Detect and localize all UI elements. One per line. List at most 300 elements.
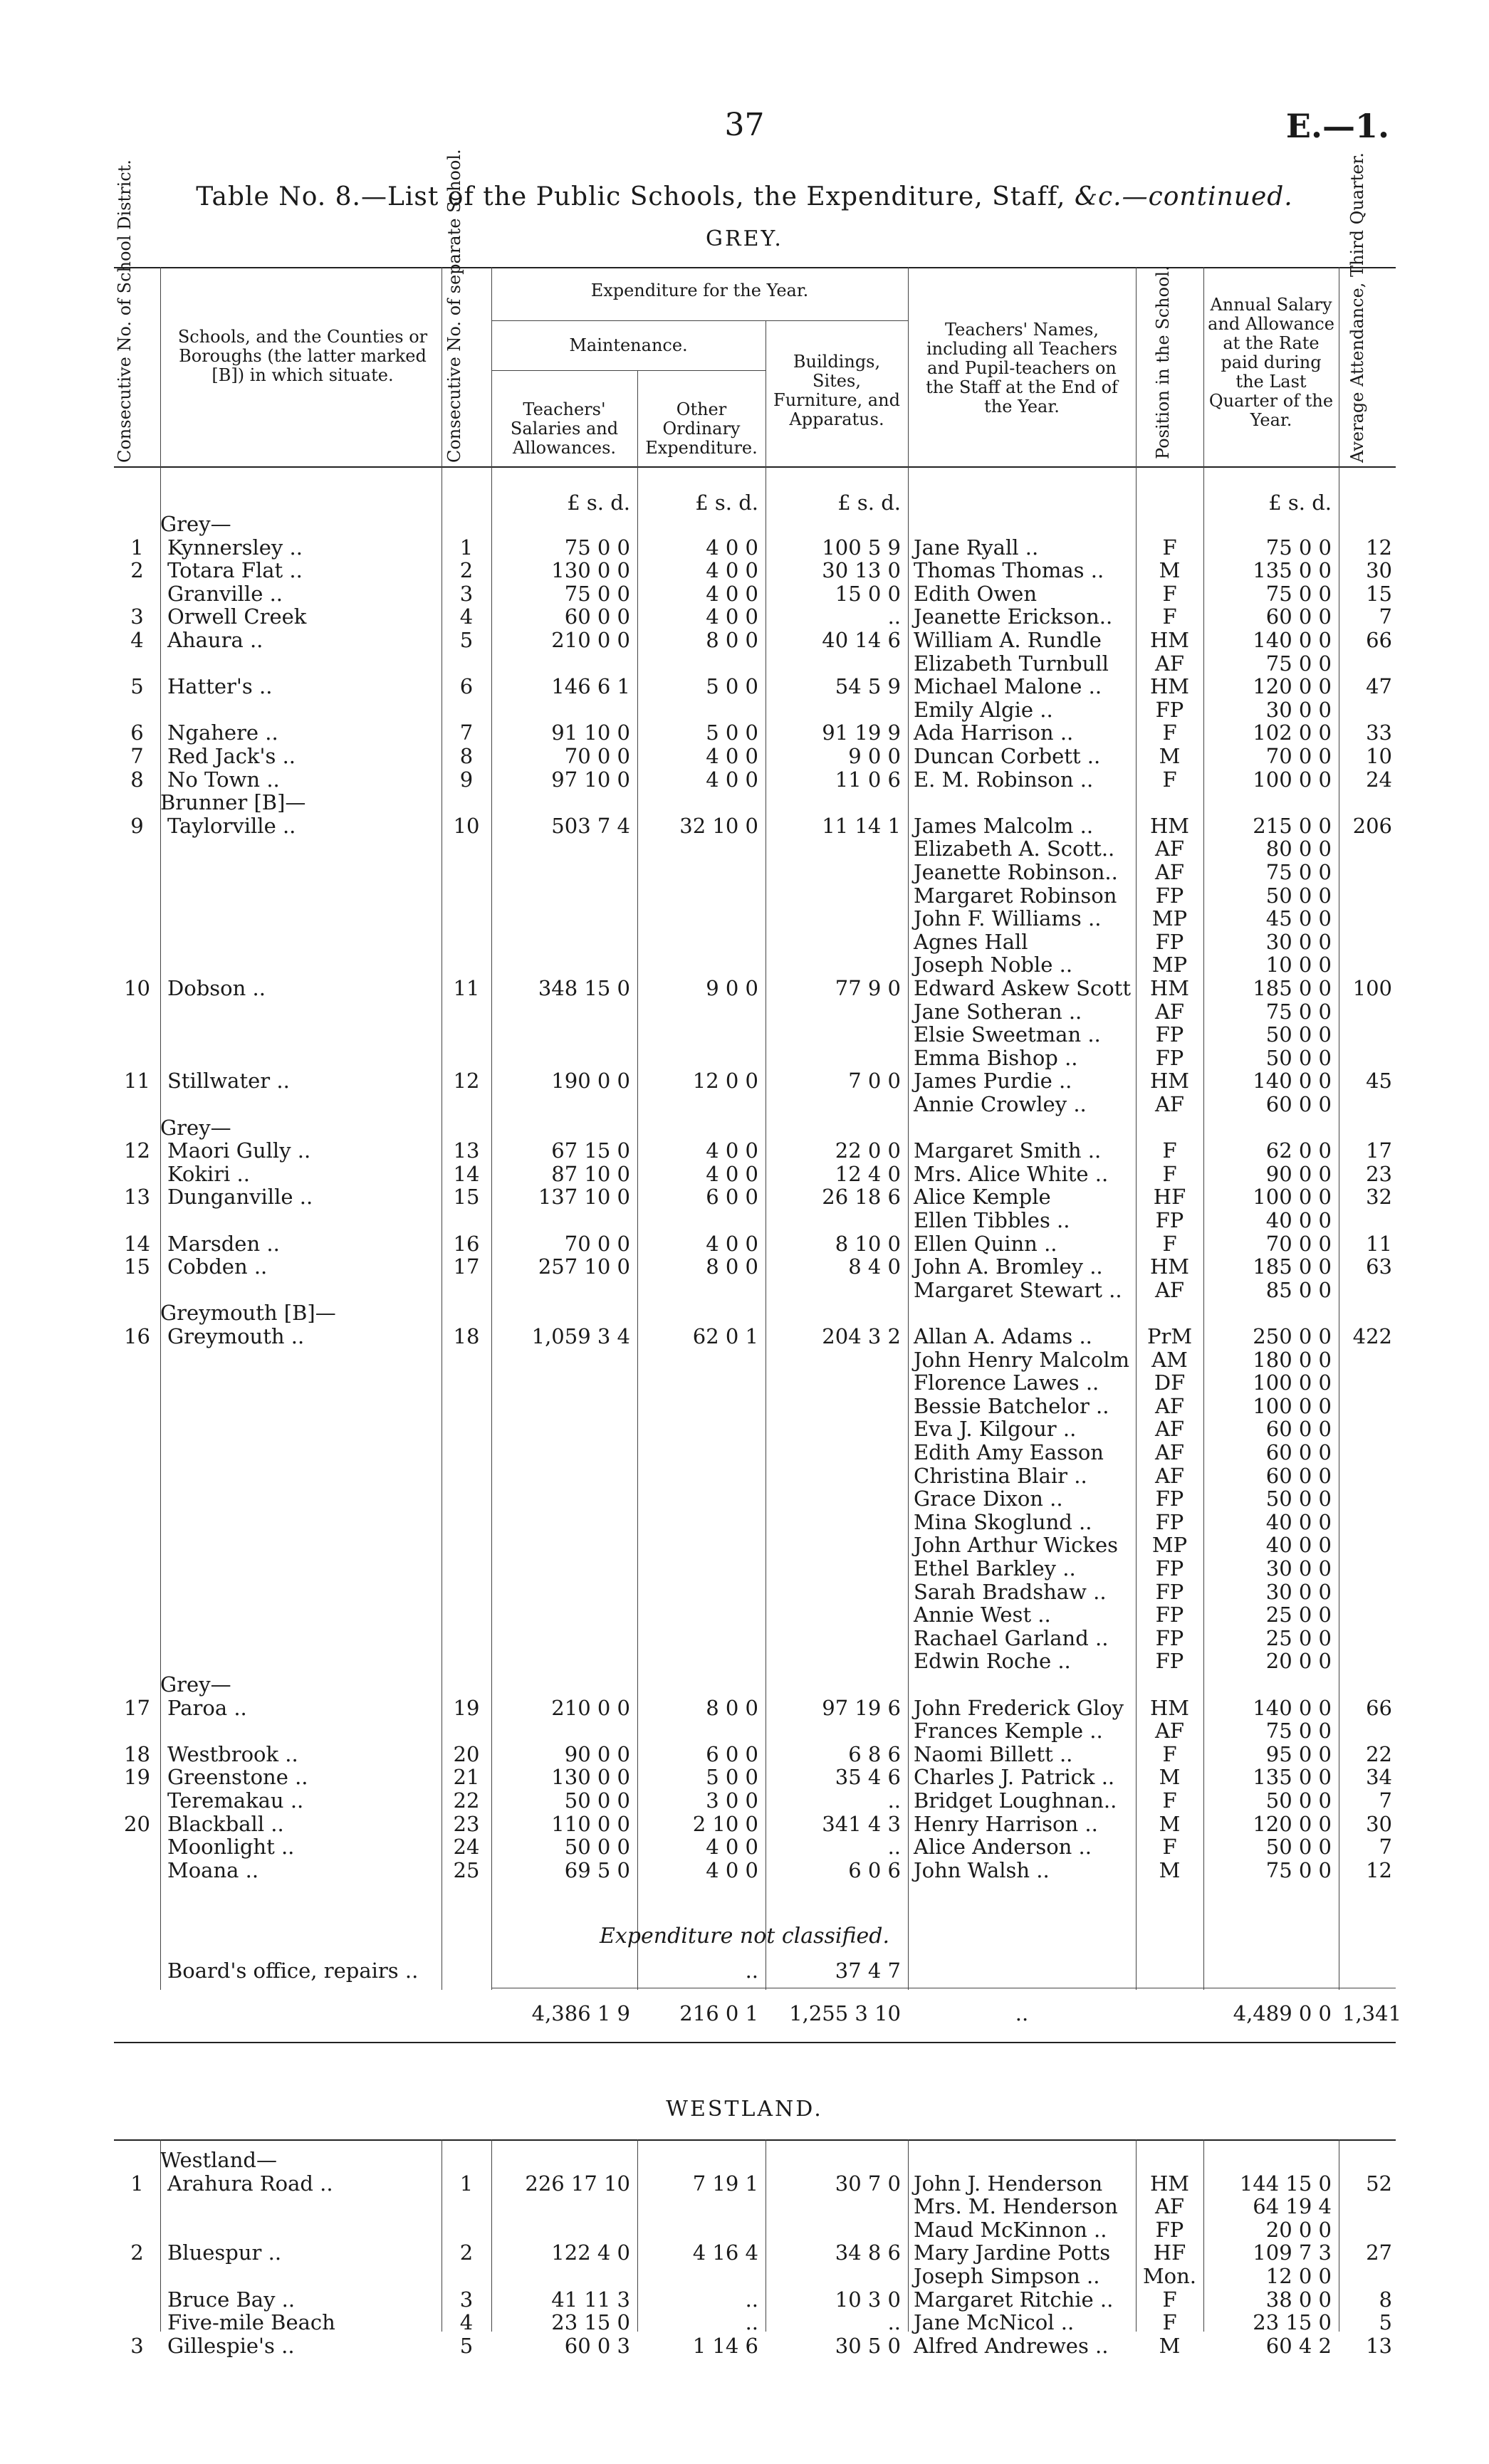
cell-separate-no: 17 [453,1254,480,1279]
cell-teacher-name: Sarah Bradshaw .. [914,1579,1107,1604]
cell-annual-salary: 60 0 0 [1265,1463,1332,1488]
table-row [0,1023,1489,1047]
cell-other-exp: 6 0 0 [706,1741,758,1766]
cell-teacher-name: Joseph Noble .. [914,953,1073,977]
table-row [0,1743,1489,1766]
cell-teacher-name: E. M. Robinson .. [914,767,1094,792]
cell-attendance: 13 [1366,2333,1392,2358]
table-row [0,1650,1489,1673]
cell-attendance: 7 [1379,1788,1392,1813]
table-row [0,1185,1489,1209]
table-row [0,605,1489,629]
cell-school-name: Bluespur .. [167,2240,282,2265]
table-row [0,1789,1489,1813]
cell-position: F [1162,720,1177,745]
cell-other-exp: 8 0 0 [706,628,758,652]
table-row [0,1627,1489,1650]
cell-position: FP [1155,1649,1184,1674]
cell-teacher-name: Jane Ryall .. [914,535,1039,560]
cell-position: FP [1155,2217,1184,2242]
cell-salaries: 1,059 3 4 [531,1324,630,1348]
cell-separate-no: 24 [453,1835,480,1860]
cell-salaries: 348 15 0 [538,976,630,1000]
cell-school-name: Moonlight .. [167,1835,295,1860]
cell-salaries: 69 5 0 [564,1857,630,1882]
cell-teacher-name: Alice Kemple [914,1185,1051,1210]
header-salary: Annual Salary and Allowance at the Rate paid during the Last Quarter of the Year. [1208,295,1334,430]
cell-other-exp: 62 0 1 [692,1324,758,1348]
cell-position: F [1162,604,1177,629]
cell-other-exp: 4 16 4 [692,2240,758,2265]
cell-position: MP [1151,1533,1188,1558]
cell-annual-salary: 50 0 0 [1265,1022,1332,1047]
cell-teacher-name: John J. Henderson [914,2171,1103,2196]
cell-annual-salary: 30 0 0 [1265,929,1332,954]
cell-teacher-name: John A. Bromley .. [914,1254,1103,1279]
cell-attendance: 15 [1366,581,1392,606]
cell-school-name: No Town .. [167,767,280,792]
cell-other-exp: .. [745,2310,758,2335]
cell-attendance: 52 [1366,2171,1392,2196]
cell-teacher-name: James Purdie .. [914,1069,1072,1094]
cell-attendance: 23 [1366,1161,1392,1186]
cell-annual-salary: 140 0 0 [1253,628,1332,652]
cell-teacher-name: Ellen Tibbles .. [914,1208,1070,1232]
table-row [0,2195,1489,2218]
cell-position: AF [1154,837,1185,861]
cell-annual-salary: 70 0 0 [1265,1231,1332,1256]
cell-teacher-name: Agnes Hall [914,929,1028,954]
cell-buildings: 30 5 0 [835,2333,901,2358]
cell-position: F [1162,1835,1177,1860]
table-row [0,629,1489,652]
table-row [0,1511,1489,1534]
table-row [0,1813,1489,1836]
cell-position: HM [1150,1069,1189,1094]
cell-other-exp: 2 10 0 [692,1811,758,1836]
cell-attendance: 30 [1366,1811,1392,1836]
cell-annual-salary: 144 15 0 [1239,2171,1332,2196]
cell-teacher-name: Edwin Roche .. [914,1649,1071,1674]
cell-district-no: 9 [130,813,144,838]
units-salary: £ s. d. [1268,491,1332,515]
cell-separate-no: 16 [453,1231,480,1256]
cell-teacher-name: Jeanette Erickson.. [914,604,1113,629]
cell-other-exp: 5 0 0 [706,1765,758,1790]
cell-teacher-name: Alfred Andrewes .. [914,2333,1109,2358]
cell-other-exp: 5 0 0 [706,720,758,745]
cell-position: FP [1155,1208,1184,1232]
cell-school-name: Greymouth [B]— [160,1301,336,1326]
cell-district-no: 14 [124,1231,150,1256]
cell-annual-salary: 250 0 0 [1253,1324,1332,1348]
table-row [0,1859,1489,1882]
cell-salaries: 50 0 0 [564,1835,630,1860]
table-row [0,977,1489,1000]
table-row [0,582,1489,606]
cell-position: AF [1154,1417,1185,1442]
cell-annual-salary: 185 0 0 [1253,1254,1332,1279]
cell-position: M [1159,1857,1181,1882]
cell-school-name: Teremakau .. [167,1788,304,1813]
table-row [0,2149,1489,2172]
cell-separate-no: 1 [459,2171,474,2196]
cell-teacher-name: Margaret Ritchie .. [914,2287,1114,2312]
cell-annual-salary: 85 0 0 [1265,1277,1332,1302]
table-title [0,182,1489,211]
cell-attendance: 27 [1366,2240,1392,2265]
cell-position: HM [1150,1695,1189,1720]
table-row [0,2218,1489,2242]
table-row [0,1719,1489,1743]
table-row [0,1371,1489,1395]
cell-school-name: Cobden .. [167,1254,268,1279]
cell-other-exp: 4 0 0 [706,535,758,560]
cell-teacher-name: Edith Amy Easson [914,1440,1104,1464]
cell-separate-no: 3 [459,2287,474,2312]
cell-attendance: 34 [1366,1765,1392,1790]
cell-attendance: 32 [1366,1185,1392,1210]
cell-annual-salary: 135 0 0 [1253,1765,1332,1790]
cell-annual-salary: 40 0 0 [1265,1208,1332,1232]
cell-annual-salary: 40 0 0 [1265,1533,1332,1558]
cell-teacher-name: John Arthur Wickes [914,1533,1118,1558]
boards-office-buildings: 37 4 7 [835,1959,901,1983]
page-number: 37 [724,107,765,143]
total-salaries: 4,386 1 9 [531,2001,630,2025]
cell-annual-salary: 100 0 0 [1253,1370,1332,1395]
cell-district-no: 17 [124,1695,150,1720]
cell-annual-salary: 120 0 0 [1253,674,1332,699]
cell-school-name: Five-mile Beach [167,2310,335,2335]
total-dots: .. [1015,2001,1029,2025]
cell-teacher-name: Frances Kemple .. [914,1719,1103,1744]
total-salary: 4,489 0 0 [1233,2001,1332,2025]
cell-annual-salary: 30 0 0 [1265,697,1332,722]
cell-separate-no: 9 [459,767,474,792]
cell-salaries: 110 0 0 [551,1811,630,1836]
cell-separate-no: 25 [453,1857,480,1882]
cell-annual-salary: 215 0 0 [1253,813,1332,838]
header-buildings: Buildings, Sites, Furniture, and Apparatus. [773,352,900,429]
cell-annual-salary: 20 0 0 [1265,1649,1332,1674]
cell-salaries: 23 15 0 [551,2310,630,2335]
cell-buildings: .. [887,1788,901,1813]
cell-district-no: 16 [124,1324,150,1348]
table-row [0,1209,1489,1232]
cell-other-exp: 4 0 0 [706,1138,758,1163]
cell-attendance: 422 [1352,1324,1392,1348]
cell-other-exp: 32 10 0 [679,813,758,838]
table-row [0,1835,1489,1859]
cell-annual-salary: 70 0 0 [1265,744,1332,768]
cell-separate-no: 2 [459,2240,474,2265]
cell-district-no: 1 [130,2171,144,2196]
cell-other-exp: 7 19 1 [692,2171,758,2196]
cell-other-exp: 4 0 0 [706,581,758,606]
table-row [0,1000,1489,1024]
cell-teacher-name: Naomi Billett .. [914,1741,1073,1766]
cell-buildings: 15 0 0 [835,581,901,606]
cell-separate-no: 2 [459,558,474,583]
table-row [0,1255,1489,1279]
cell-school-name: Maori Gully .. [167,1138,311,1163]
cell-other-exp: 1 14 6 [692,2333,758,2358]
cell-school-name: Kokiri .. [167,1161,250,1186]
cell-annual-salary: 100 0 0 [1253,767,1332,792]
cell-salaries: 70 0 0 [564,744,630,768]
cell-other-exp: 8 0 0 [706,1695,758,1720]
cell-position: FP [1155,697,1184,722]
cell-buildings: .. [887,2310,901,2335]
table-row [0,745,1489,768]
cell-separate-no: 14 [453,1161,480,1186]
cell-school-name: Red Jack's .. [167,744,296,768]
cell-position: F [1162,1231,1177,1256]
cell-position: Mon. [1142,2264,1197,2288]
cell-separate-no: 10 [453,813,480,838]
cell-position: M [1159,1765,1181,1790]
cell-district-no: 10 [124,976,150,1000]
cell-district-no: 15 [124,1254,150,1279]
cell-position: F [1162,2310,1177,2335]
cell-teacher-name: Ethel Barkley .. [914,1556,1076,1580]
cell-teacher-name: Elizabeth Turnbull [914,651,1109,676]
cell-position: M [1159,1811,1181,1836]
cell-buildings: 91 19 9 [822,720,901,745]
cell-other-exp: 5 0 0 [706,674,758,699]
boards-office-dots: .. [745,1959,758,1983]
table-row [0,2241,1489,2265]
table-row [0,698,1489,722]
cell-other-exp: 4 0 0 [706,1857,758,1882]
cell-position: HM [1150,628,1189,652]
section-westland-heading: WESTLAND. [666,2097,823,2122]
cell-school-name: Arahura Road .. [167,2171,333,2196]
cell-annual-salary: 80 0 0 [1265,837,1332,861]
cell-teacher-name: Mrs. M. Henderson [914,2194,1118,2219]
cell-annual-salary: 75 0 0 [1265,535,1332,560]
cell-school-name: Greymouth .. [167,1324,305,1348]
cell-position: FP [1155,1579,1184,1604]
cell-salaries: 50 0 0 [564,1788,630,1813]
cell-separate-no: 12 [453,1069,480,1094]
cell-attendance: 66 [1366,1695,1392,1720]
cell-school-name: Dobson .. [167,976,266,1000]
header-maintenance: Maintenance. [569,335,688,355]
table-row [0,559,1489,582]
cell-buildings: 204 3 2 [822,1324,901,1348]
cell-buildings: 10 3 0 [835,2287,901,2312]
cell-other-exp: 4 0 0 [706,558,758,583]
cell-position: F [1162,1741,1177,1766]
cell-annual-salary: 75 0 0 [1265,1719,1332,1744]
cell-other-exp: 4 0 0 [706,1835,758,1860]
cell-annual-salary: 135 0 0 [1253,558,1332,583]
cell-position: AF [1154,999,1185,1024]
cell-teacher-name: Emily Algie .. [914,697,1053,722]
cell-annual-salary: 60 0 0 [1265,604,1332,629]
cell-attendance: 7 [1379,1835,1392,1860]
cell-teacher-name: Mary Jardine Potts [914,2240,1111,2265]
cell-annual-salary: 75 0 0 [1265,651,1332,676]
cell-district-no: 2 [130,558,144,583]
cell-teacher-name: John F. Williams .. [914,906,1102,931]
cell-school-name: Grey— [160,1672,231,1697]
cell-salaries: 75 0 0 [564,581,630,606]
cell-attendance: 10 [1366,744,1392,768]
cell-position: AF [1154,1092,1185,1116]
cell-other-exp: 4 0 0 [706,767,758,792]
table-row [0,837,1489,861]
cell-position: HF [1153,1185,1186,1210]
cell-school-name: Paroa .. [167,1695,247,1720]
cell-teacher-name: Mina Skoglund .. [914,1509,1092,1534]
cell-position: FP [1155,1022,1184,1047]
cell-school-name: Grey— [160,512,231,536]
cell-school-name: Ahaura .. [167,628,263,652]
cell-annual-salary: 45 0 0 [1265,906,1332,931]
cell-position: FP [1155,1509,1184,1534]
cell-position: AF [1154,1719,1185,1744]
table-row [0,768,1489,792]
cell-separate-no: 4 [459,2310,474,2335]
table-title-main: Table No. 8.—List of the Public Schools, the Expenditure, Staff, [196,182,1075,211]
table-row [0,1301,1489,1325]
cell-annual-salary: 50 0 0 [1265,1045,1332,1070]
section-grey-heading: GREY. [706,226,783,251]
cell-annual-salary: 30 0 0 [1265,1556,1332,1580]
total-attendance: 1,341 [1342,2001,1402,2025]
table-row [0,907,1489,930]
boards-office-row [0,1959,1489,1983]
cell-annual-salary: 75 0 0 [1265,999,1332,1024]
cell-annual-salary: 120 0 0 [1253,1811,1332,1836]
table-row [0,1487,1489,1511]
cell-teacher-name: Jeanette Robinson.. [914,860,1118,884]
cell-salaries: 130 0 0 [551,1765,630,1790]
cell-teacher-name: Edith Owen [914,581,1037,606]
cell-annual-salary: 60 0 0 [1265,1417,1332,1442]
cell-school-name: Taylorville .. [167,813,296,838]
cell-teacher-name: Grace Dixon .. [914,1487,1063,1511]
total-other: 216 0 1 [679,2001,758,2025]
cell-teacher-name: Eva J. Kilgour .. [914,1417,1077,1442]
cell-position: AF [1154,1393,1185,1418]
header-position: Position in the School. [1153,266,1173,459]
cell-buildings: 9 0 0 [848,744,901,768]
boards-office-label: Board's office, repairs .. [167,1959,419,1983]
not-classified-note: Expenditure not classified. [599,1924,890,1949]
cell-salaries: 70 0 0 [564,1231,630,1256]
cell-annual-salary: 60 0 0 [1265,1092,1332,1116]
cell-attendance: 11 [1366,1231,1392,1256]
cell-teacher-name: Joseph Simpson .. [914,2264,1100,2288]
cell-buildings: 12 4 0 [835,1161,901,1186]
cell-position: HM [1150,2171,1189,2196]
header-expenditure: Expenditure for the Year. [590,281,809,300]
cell-position: FP [1155,1603,1184,1627]
cell-teacher-name: Margaret Robinson [914,883,1117,908]
cell-teacher-name: Mrs. Alice White .. [914,1161,1109,1186]
cell-annual-salary: 50 0 0 [1265,1835,1332,1860]
cell-buildings: 40 14 6 [822,628,901,652]
header-teachers: Teachers' Names, including all Teachers and Pupil-teachers on the Staff at the End of the Year. [926,320,1118,416]
cell-position: HM [1150,674,1189,699]
cell-teacher-name: Ada Harrison .. [914,720,1074,745]
cell-position: AF [1154,1463,1185,1488]
cell-annual-salary: 23 15 0 [1253,2310,1332,2335]
cell-annual-salary: 75 0 0 [1265,581,1332,606]
table-row [0,2334,1489,2358]
cell-attendance: 47 [1366,674,1392,699]
cell-school-name: Granville .. [167,581,283,606]
cell-salaries: 91 10 0 [551,720,630,745]
cell-position: FP [1155,929,1184,954]
table-row [0,1047,1489,1070]
table-row [0,1557,1489,1580]
cell-position: MP [1151,953,1188,977]
table-row [0,1534,1489,1557]
cell-buildings: 34 8 6 [835,2240,901,2265]
units-salaries: £ s. d. [567,491,630,515]
cell-teacher-name: Jane McNicol .. [914,2310,1075,2335]
cell-position: F [1162,1161,1177,1186]
table-row [0,1093,1489,1116]
cell-other-exp: 4 0 0 [706,1161,758,1186]
table-row [0,513,1489,536]
cell-buildings: 7 0 0 [848,1069,901,1094]
cell-teacher-name: Elsie Sweetman .. [914,1022,1101,1047]
cell-salaries: 41 11 3 [551,2287,630,2312]
cell-buildings: 26 18 6 [822,1185,901,1210]
cell-attendance: 12 [1366,1857,1392,1882]
cell-separate-no: 18 [453,1324,480,1348]
cell-teacher-name: Bessie Batchelor .. [914,1393,1109,1418]
cell-attendance: 5 [1379,2310,1392,2335]
units-buildings: £ s. d. [837,491,901,515]
cell-school-name: Blackball .. [167,1811,284,1836]
cell-annual-salary: 40 0 0 [1265,1509,1332,1534]
cell-annual-salary: 10 0 0 [1265,953,1332,977]
cell-salaries: 137 10 0 [538,1185,630,1210]
maintenance-rule [491,370,766,371]
cell-attendance: 100 [1352,976,1392,1000]
cell-district-no: 18 [124,1741,150,1766]
cell-salaries: 97 10 0 [551,767,630,792]
cell-position: HM [1150,1254,1189,1279]
cell-annual-salary: 100 0 0 [1253,1393,1332,1418]
cell-annual-salary: 50 0 0 [1265,1788,1332,1813]
cell-position: AF [1154,2194,1185,2219]
cell-school-name: Dunganville .. [167,1185,313,1210]
cell-buildings: 100 5 9 [822,535,901,560]
cell-annual-salary: 64 19 4 [1253,2194,1332,2219]
cell-salaries: 503 7 4 [551,813,630,838]
cell-teacher-name: William A. Rundle [914,628,1102,652]
cell-school-name: Kynnersley .. [167,535,303,560]
header-school: Schools, and the Counties or Boroughs (the latter marked [B]) in which situate. [177,327,428,385]
cell-salaries: 226 17 10 [525,2171,630,2196]
table-row [0,1395,1489,1418]
cell-attendance: 24 [1366,767,1392,792]
cell-school-name: Ngahere .. [167,720,278,745]
cell-position: FP [1155,1556,1184,1580]
cell-annual-salary: 12 0 0 [1265,2264,1332,2288]
table-row [0,1232,1489,1256]
cell-annual-salary: 20 0 0 [1265,2217,1332,2242]
cell-district-no: 1 [130,535,144,560]
